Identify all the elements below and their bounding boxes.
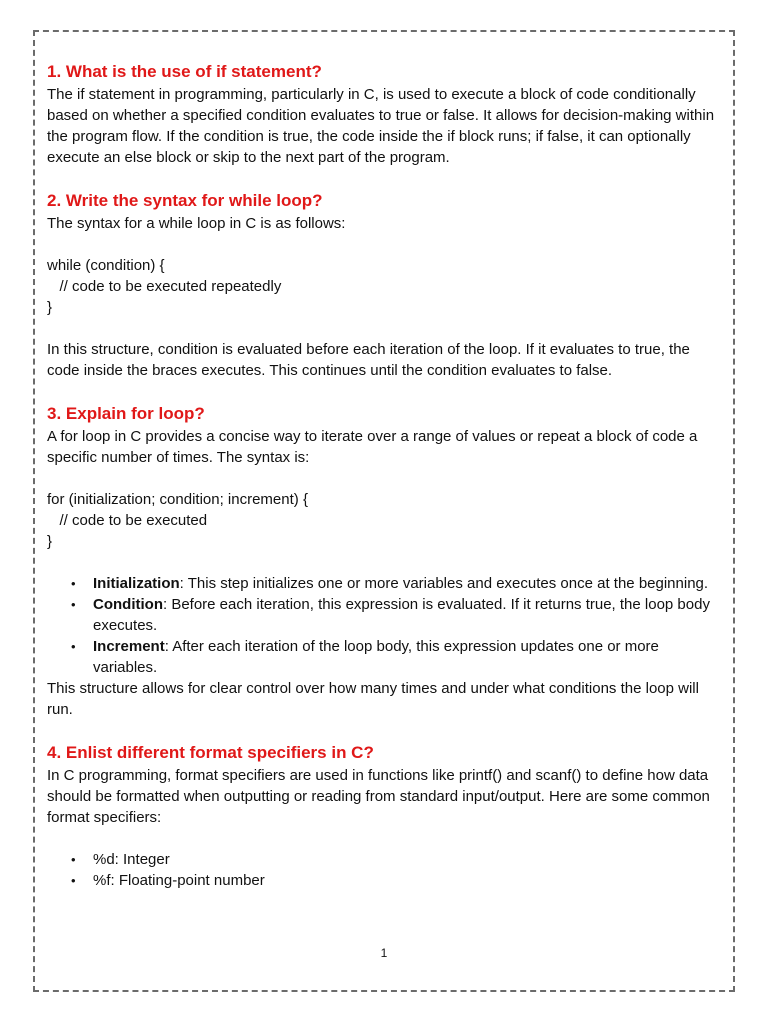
bullet-text: : After each iteration of the loop body, this expression updates one or more variables.: [93, 638, 659, 676]
page-number: 1: [380, 946, 388, 960]
section-for-loop: [47, 402, 719, 720]
section-while-loop: [47, 189, 719, 381]
answer-intro: In C programming, format specifiers are used in functions like printf() and scanf() to define how data should be formatted when outputting or reading from standard input/output. Here are some common format specifiers:: [47, 767, 710, 826]
code-snippet: for (initialization; condition; increment) { // code to be executed }: [47, 491, 308, 550]
bullet-text: : This step initializes one or more variables and executes once at the beginning.: [179, 575, 709, 592]
bullet-list: [47, 849, 719, 891]
question-heading: 4. Enlist different format specifiers in C?: [47, 743, 374, 762]
answer-paragraph: This structure allows for clear control over how many times and under what conditions the loop will run.: [47, 680, 699, 718]
question-heading: 1. What is the use of if statement?: [47, 62, 322, 81]
answer-intro: The syntax for a while loop in C is as follows:: [47, 215, 346, 232]
answer-paragraph: In this structure, condition is evaluated before each iteration of the loop. If it evaluates to true, the code inside the braces executes. This continues until the condition evaluates to false.: [47, 341, 690, 379]
section-format-specifiers: [47, 741, 719, 891]
question-heading: 3. Explain for loop?: [47, 404, 205, 423]
bullet-list: [47, 573, 719, 678]
bullet-term: Initialization: [93, 575, 180, 592]
answer-intro: A for loop in C provides a concise way to iterate over a range of values or repeat a block of code a specific number of times. The syntax is:: [47, 428, 698, 466]
list-item: [93, 636, 719, 678]
bullet-text: : Before each iteration, this expression is evaluated. If it returns true, the loop body executes.: [93, 596, 710, 634]
code-snippet: while (condition) { // code to be executed repeatedly }: [47, 257, 282, 316]
bullet-term: Condition: [93, 596, 163, 613]
document-content: [47, 60, 719, 891]
list-item: [93, 573, 719, 594]
answer-paragraph: The if statement in programming, particularly in C, is used to execute a block of code conditionally based on whether a specified condition evaluates to true or false. It allows for decision-making within the program flow. If the condition is true, the code inside the if block runs; if false, it can optionally execute an else block or skip to the next part of the program.: [47, 86, 715, 166]
list-item: • %d: Integer: [93, 849, 719, 870]
bullet-term: Increment: [93, 638, 165, 655]
list-item: [93, 594, 719, 636]
list-item: • %f: Floating-point number: [93, 870, 719, 891]
question-heading: 2. Write the syntax for while loop?: [47, 191, 323, 210]
section-if-statement: [47, 60, 719, 168]
